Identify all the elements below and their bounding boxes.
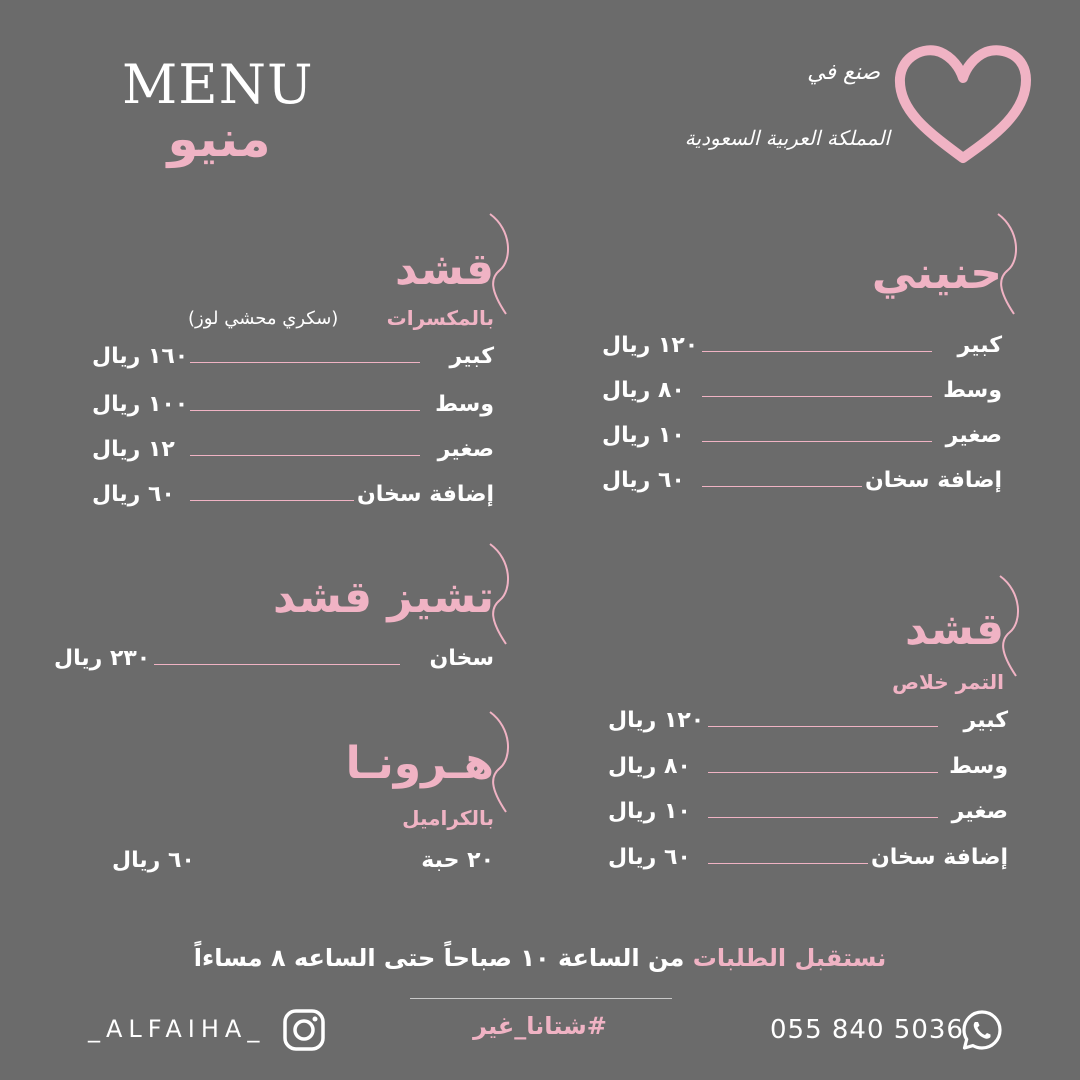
item-price: ٦٠ ريال (92, 482, 175, 507)
item-name: كبير (963, 708, 1008, 733)
section-title-qashd-dates: قشد (905, 604, 1004, 655)
item-price: ٢٣٠ ريال (54, 646, 151, 671)
item-price: ١٦٠ ريال (92, 344, 189, 369)
item-divider (708, 817, 938, 818)
item-divider (708, 772, 938, 773)
item-price: ١٠ ريال (602, 423, 685, 448)
phone-number: 055 840 5036 (770, 1015, 964, 1045)
item-name: كبير (957, 333, 1002, 358)
menu-item-row (602, 423, 1002, 457)
item-name: إضافة سخان (871, 845, 1008, 870)
menu-item-row (608, 799, 1008, 833)
item-name: إضافة سخان (357, 482, 494, 507)
whatsapp-icon (960, 1008, 1004, 1052)
made-in-label: صنع في (807, 60, 880, 85)
menu-title-en: MENU (122, 53, 314, 116)
section-title-harouna: هـرونـا (345, 738, 494, 789)
section-subtitle-harouna: بالكراميل (402, 806, 494, 830)
item-divider (190, 455, 420, 456)
instagram-handle: _ALFAIHA_ (88, 1015, 266, 1043)
menu-item-row (92, 392, 494, 426)
order-hours-prefix: نستقبل الطلبات (692, 944, 887, 972)
menu-item-row (54, 646, 494, 680)
item-name: صغير (945, 423, 1002, 448)
item-divider (154, 664, 400, 665)
section-subtitle-qashd-nuts: بالمكسرات (386, 306, 494, 330)
item-price: ٦٠ ريال (608, 845, 691, 870)
item-divider (190, 410, 420, 411)
menu-item-row (92, 344, 494, 378)
item-name: صغير (951, 799, 1008, 824)
menu-item-row (608, 845, 1008, 879)
item-name: سخان (429, 646, 494, 671)
section-note-qashd-nuts: (سكري محشي لوز) (188, 308, 339, 329)
section-title-qashd-nuts: قشد (395, 244, 494, 295)
section-title-cheese-qashd: تشيز قشد (273, 572, 494, 623)
item-name: كبير (449, 344, 494, 369)
section-subtitle-qashd-dates: التمر خلاص (892, 670, 1004, 694)
item-price: ٨٠ ريال (602, 378, 685, 403)
item-divider (190, 500, 354, 501)
menu-item-row (602, 333, 1002, 367)
item-price: ١٠ ريال (608, 799, 691, 824)
item-divider (708, 863, 868, 864)
item-name: وسط (943, 378, 1002, 403)
order-hours-text: من الساعة ١٠ صباحاً حتى الساعه ٨ مساءاً (193, 944, 693, 972)
item-price: ١٢٠ ريال (608, 708, 705, 733)
menu-item-row (608, 708, 1008, 742)
hashtag: #شتانا_غير (473, 1012, 607, 1040)
item-divider (708, 726, 938, 727)
footer-divider (410, 998, 672, 999)
item-price: ١٢٠ ريال (602, 333, 699, 358)
item-divider (702, 486, 862, 487)
menu-item-row (602, 468, 1002, 502)
item-price: ٦٠ ريال (112, 848, 195, 873)
menu-item-row (92, 437, 494, 471)
heart-icon (888, 40, 1038, 170)
item-name: ٢٠ حبة (421, 848, 494, 873)
item-divider (702, 396, 932, 397)
item-price: ١٢ ريال (92, 437, 175, 462)
item-price: ٦٠ ريال (602, 468, 685, 493)
menu-item-row (112, 848, 494, 882)
order-hours (150, 944, 930, 972)
menu-item-row (92, 482, 494, 516)
item-name: إضافة سخان (865, 468, 1002, 493)
made-in-country: المملكة العربية السعودية (684, 126, 890, 150)
menu-title-ar: منيو (167, 110, 271, 168)
item-price: ٨٠ ريال (608, 754, 691, 779)
item-divider (190, 362, 420, 363)
menu-item-row (608, 754, 1008, 788)
item-name: وسط (949, 754, 1008, 779)
item-divider (702, 441, 932, 442)
section-title-hanini: حنيني (871, 248, 1002, 299)
menu-item-row (602, 378, 1002, 412)
item-divider (702, 351, 932, 352)
item-name: صغير (437, 437, 494, 462)
instagram-icon (282, 1008, 326, 1052)
item-price: ١٠٠ ريال (92, 392, 189, 417)
item-name: وسط (435, 392, 494, 417)
